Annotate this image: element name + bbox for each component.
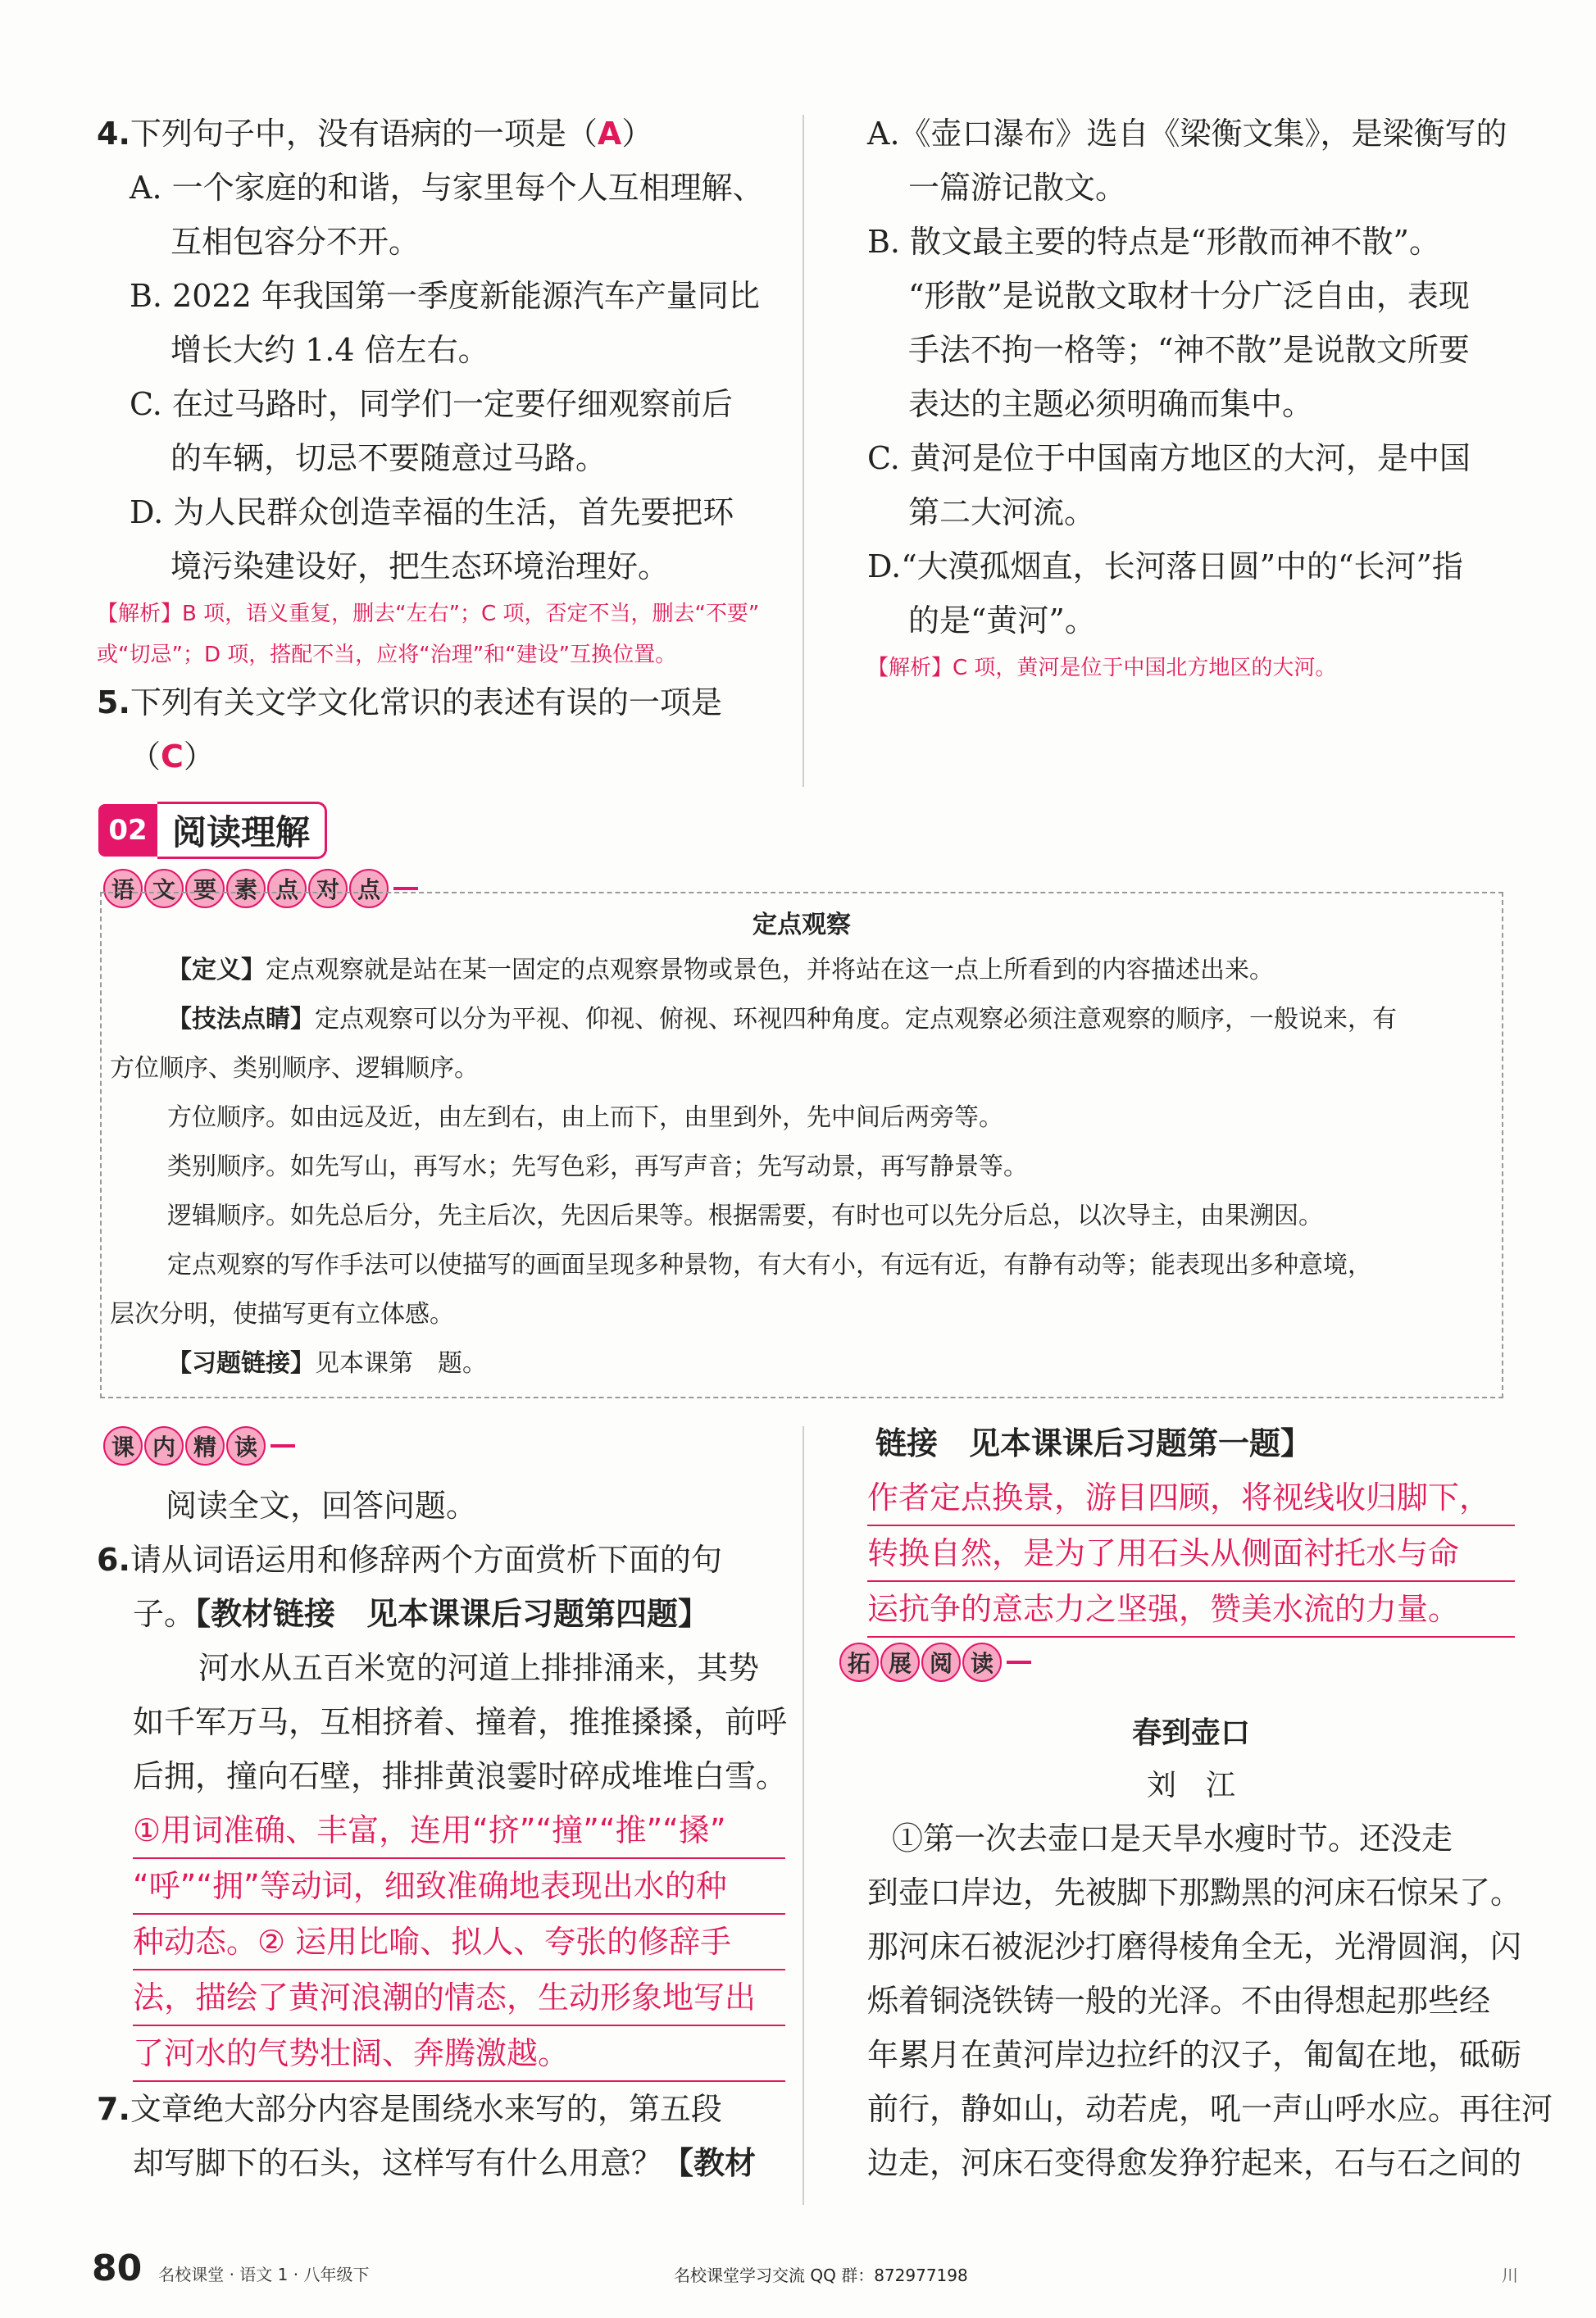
- q5-option-a-line2: 一篇游记散文。: [908, 170, 1127, 206]
- q7-answer-line1: 作者定点换景，游目四顾，将视线收归脚下，: [867, 1470, 1515, 1526]
- q4-option-b-line1: B. 2022 年我国第一季度新能源汽车产量同比: [130, 278, 760, 314]
- left-top-column: [97, 107, 785, 784]
- q6-quote-line1: 河水从五百米宽的河道上排排涌来，其势: [198, 1650, 760, 1686]
- question-5-stem: 5.下列有关文学文化常识的表述有误的一项是: [97, 684, 722, 720]
- q6-answer-line3: 种动态。② 运用比喻、拟人、夸张的修辞手: [133, 1915, 785, 1970]
- box-technique-line1: 【技法点睛】定点观察可以分为平视、仰视、俯视、环视四种角度。定点观察必须注意观察的顺序，一般说来，有: [167, 1005, 1397, 1034]
- q4-analysis-line2: 或“切忌”；D 项，搭配不当，应将“治理”和“建设”互换位置。: [97, 643, 677, 667]
- box-order-direction: 方位顺序。如由远及近，由左到右，由上而下，由里到外，先中间后两旁等。: [167, 1103, 1003, 1132]
- tag-char: 对: [308, 869, 348, 908]
- question-4-stem: 4.下列句子中，没有语病的一项是（A）: [97, 116, 653, 152]
- question-5-answer: C: [161, 739, 184, 775]
- box-technique-line2: 方位顺序、类别顺序、逻辑顺序。: [110, 1054, 479, 1083]
- q4-option-c-line2: 的车辆，切忌不要随意过马路。: [171, 440, 607, 476]
- question-6-stem-line2: 子。【教材链接 见本课课后习题第四题】: [133, 1596, 710, 1632]
- article-paragraph-line: 到壶口岸边，先被脚下那黝黑的河床石惊呆了。: [867, 1875, 1522, 1911]
- box-definition: 【定义】定点观察就是站在某一固定的点观察景物或景色，并将站在这一点上所看到的内容描述出来。: [167, 956, 1274, 984]
- reading-intro: 阅读全文，回答问题。: [166, 1488, 478, 1524]
- box-title: 定点观察: [753, 911, 851, 939]
- article-paragraph-line: 那河床石被泥沙打磨得棱角全无，光滑圆润，闪: [867, 1929, 1522, 1965]
- q4-option-c-line1: C. 在过马路时，同学们一定要仔细观察前后: [130, 386, 733, 422]
- q7-answer-line2: 转换自然，是为了用石头从侧面衬托水与命: [867, 1526, 1515, 1582]
- article-paragraph-line: 边走，河床石变得愈发狰狞起来，石与石之间的: [867, 2145, 1522, 2181]
- q4-option-d-line1: D. 为人民群众创造幸福的生活，首先要把环: [130, 494, 734, 530]
- article-paragraph-line: ①第一次去壶口是天旱水瘦时节。还没走: [892, 1820, 1453, 1857]
- q6-quote-line2: 如千军万马，互相挤着、撞着，推推搡搡，前呼: [133, 1704, 788, 1740]
- tag-char: 读: [226, 1426, 266, 1466]
- tag-char: 语: [103, 869, 143, 908]
- tag-char: 展: [880, 1643, 920, 1682]
- right-bottom-column: [867, 1416, 1553, 2190]
- tag-extended-reading: [839, 1643, 1031, 1682]
- box-effect-line2: 层次分明，使描写更有立体感。: [110, 1300, 454, 1329]
- tag-tail: [271, 1444, 295, 1448]
- q6-answer-line2: “呼”“拥”等动词，细致准确地表现出水的种: [133, 1859, 785, 1915]
- q5-option-d-line1: D.“大漠孤烟直，长河落日圆”中的“长河”指: [867, 548, 1463, 584]
- q5-option-c-line1: C. 黄河是位于中国南方地区的大河，是中国: [867, 440, 1471, 476]
- footer-book-info: 名校课堂 · 语文 1 · 八年级下: [158, 2265, 370, 2284]
- question-7-stem-line2: 却写脚下的石头，这样写有什么用意？【教材: [133, 2145, 757, 2181]
- question-7-stem-line1: 7.文章绝大部分内容是围绕水来写的，第五段: [97, 2091, 722, 2127]
- footer-qq-group: 名校课堂学习交流 QQ 群：872977198: [674, 2266, 968, 2285]
- article-paragraph-line: 年累月在黄河岸边拉纤的汉子，匍匐在地，砥砺: [867, 2037, 1522, 2073]
- q4-option-a-line2: 互相包容分不开。: [171, 224, 421, 260]
- tag-char: 点: [267, 869, 307, 908]
- q6-textbook-link: 【教材链接 见本课课后习题第四题】: [195, 1596, 710, 1632]
- q4-option-b-line2: 增长大约 1.4 倍左右。: [171, 332, 489, 368]
- tag-char: 阅: [921, 1643, 961, 1682]
- q7-textbook-link: 【教材: [662, 2145, 757, 2181]
- q4-option-d-line2: 境污染建设好，把生态环境治理好。: [171, 548, 670, 584]
- article-paragraph-line: 前行，静如山，动若虎，吼一声山呼水应。再往河: [867, 2091, 1553, 2127]
- section-title: 阅读理解: [157, 802, 327, 859]
- q6-quote-line3: 后拥，撞向石壁，排排黄浪霎时碎成堆堆白雪。: [133, 1758, 788, 1794]
- knowledge-box: [100, 892, 1503, 1398]
- tag-char: 课: [103, 1426, 143, 1466]
- q4-option-a-line1: A. 一个家庭的和谐，与家里每个人互相理解、: [130, 170, 764, 206]
- q6-answer-line5: 了河水的气势壮阔、奔腾激越。: [133, 2026, 785, 2082]
- article-paragraph-line: 烁着铜浇铁铸一般的光泽。不由得想起那些经: [867, 1983, 1491, 2019]
- q4-analysis-line1: 【解析】B 项，语义重复，删去“左右”；C 项，否定不当，删去“不要”: [97, 602, 760, 626]
- tag-char: 要: [185, 869, 225, 908]
- page-footer: [92, 2248, 1518, 2297]
- q5-option-b-line1: B. 散文最主要的特点是“形散而神不散”。: [867, 224, 1440, 260]
- right-top-column: [867, 107, 1523, 689]
- q5-option-a-line1: A.《壶口瀑布》选自《梁衡文集》，是梁衡写的: [867, 116, 1507, 152]
- tag-tail: [393, 887, 418, 890]
- section-heading: [98, 802, 327, 859]
- box-order-logic: 逻辑顺序。如先总后分，先主后次，先因后果等。根据需要，有时也可以先分后总，以次导主，由果溯因。: [167, 1202, 1323, 1230]
- tag-char: 内: [144, 1426, 184, 1466]
- column-divider-top: [803, 115, 804, 787]
- article-title: 春到壶口: [1131, 1716, 1250, 1750]
- page-number: 80: [92, 2248, 143, 2289]
- footer-region-mark: 川: [1502, 2266, 1518, 2285]
- left-bottom-column: [97, 1479, 788, 2190]
- q7-answer-line3: 运抗争的意志力之坚强，赞美水流的力量。: [867, 1582, 1515, 1638]
- tag-char: 文: [144, 869, 184, 908]
- tag-tail: [1007, 1661, 1031, 1664]
- tag-char: 读: [962, 1643, 1002, 1682]
- box-exercise-link: 【习题链接】见本课第 题。: [167, 1349, 487, 1378]
- box-order-category: 类别顺序。如先写山，再写水；先写色彩，再写声音；先写动景，再写静景等。: [167, 1152, 1028, 1181]
- tag-in-class-reading: [103, 1426, 295, 1466]
- tag-char: 精: [185, 1426, 225, 1466]
- tag-char: 拓: [839, 1643, 879, 1682]
- q5-option-b-line2: “形散”是说散文取材十分广泛自由，表现: [908, 278, 1470, 314]
- question-6-stem-line1: 6.请从词语运用和修辞两个方面赏析下面的句: [97, 1542, 722, 1578]
- q5-option-d-line2: 的是“黄河”。: [908, 602, 1096, 639]
- question-4-answer: A: [597, 116, 622, 152]
- q5-option-b-line3: 手法不拘一格等；“神不散”是说散文所要: [908, 332, 1470, 368]
- section-number: 02: [98, 804, 157, 857]
- q6-answer-line4: 法，描绘了黄河浪潮的情态，生动形象地写出: [133, 1970, 785, 2026]
- article-author: 刘 江: [1146, 1769, 1235, 1802]
- tag-char: 点: [349, 869, 389, 908]
- tag-char: 素: [226, 869, 266, 908]
- q5-option-b-line4: 表达的主题必须明确而集中。: [908, 386, 1314, 422]
- q6-answer-line1: ①用词准确、丰富，连用“挤”“撞”“推”“搡”: [133, 1803, 785, 1859]
- question-5-answer-line: （C）: [130, 739, 215, 775]
- q5-analysis: 【解析】C 项，黄河是位于中国北方地区的大河。: [867, 656, 1337, 680]
- q7-link-continued: 链接 见本课课后习题第一题】: [875, 1425, 1312, 1461]
- column-divider-bottom: [803, 1426, 804, 2205]
- box-effect-line1: 定点观察的写作手法可以使描写的画面呈现多种景物，有大有小，有远有近，有静有动等；能表现出多种意境，: [167, 1251, 1372, 1279]
- q5-option-c-line2: 第二大河流。: [908, 494, 1096, 530]
